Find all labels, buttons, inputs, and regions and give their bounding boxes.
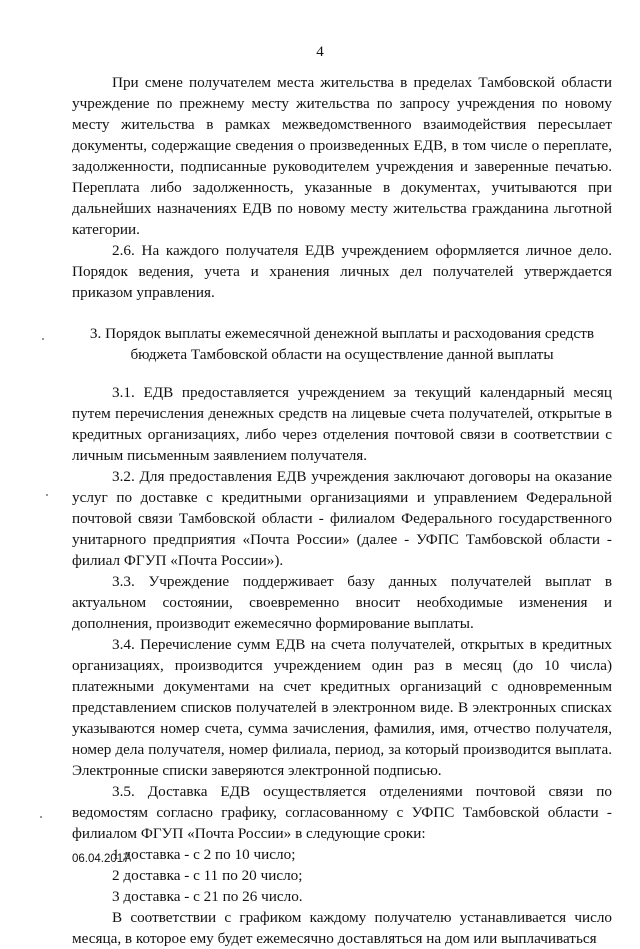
paragraph-3-2: 3.2. Для предоставления ЕДВ учреждения заключают договоры на оказание услуг по доставке с кредитными организациями и управлением Федеральной почтовой связи Тамбовской области - филиалом Федерального государственного унитарного предприятия «Почта России» (далее - УФПС Тамбовской области - филиал ФГУП «Почта России»). [72,468,612,569]
scan-speck [46,494,48,496]
scan-speck [42,338,44,340]
paragraph-change-residence: При смене получателем места жительства в пределах Тамбовской области учреждение по прежнему месту жительства по запросу учреждения по новому месту жительства в рамках межведомственного взаимодействия пересылает документы, содержащие сведения о произведенных ЕДВ, в том числе о переплате, задолженности, подписанные руководителем учреждения и заверенные печатью. Переплата либо задолженность, указанные в документах, учитываются при дальнейших назначениях ЕДВ по новому месту жительства гражданина льготной категории. [72,74,612,238]
paragraph-schedule: В соответствии с графиком каждому получателю устанавливается число месяца, в которое ему будет ежемесячно доставляться на дом или выплачиваться [72,909,612,947]
scan-speck [40,816,42,818]
paragraph-3-1: 3.1. ЕДВ предоставляется учреждением за текущий календарный месяц путем перечисления денежных средств на лицевые счета получателей, открытые в кредитных организациях, либо через отделения почтовой связи в соответствии с личным письменным заявлением получателя. [72,384,612,464]
delivery-item-2: 2 доставка - с 11 по 20 число; [112,867,303,884]
document-body [72,72,612,949]
footer-date: 06.04.2017 [72,853,130,865]
paragraph-3-3: 3.3. Учреждение поддерживает базу данных получателей выплат в актуальном состоянии, своевременно вносит необходимые изменения и дополнения, производит ежемесячно формирование выплаты. [72,573,612,632]
delivery-item-1: 1 доставка - с 2 по 10 число; [112,846,296,863]
paragraph-3-4: 3.4. Перечисление сумм ЕДВ на счета получателей, открытых в кредитных организациях, производится учреждением один раз в месяц (до 10 числа) платежными документами на счет кредитных организаций с одновременным представлением списков получателей в электронном виде. В электронных списках указываются номер счета, сумма зачисления, фамилия, имя, отчество получателя, номер дела получателя, номер филиала, период, за который производится выплата. Электронные списки заверяются электронной подписью. [72,636,612,779]
page-number: 4 [316,44,324,60]
section-3-heading: 3. Порядок выплаты ежемесячной денежной выплаты и расходования средств бюджета Тамбовской области на осуществление данной выплаты [89,325,595,363]
paragraph-2-6: 2.6. На каждого получателя ЕДВ учреждением оформляется личное дело. Порядок ведения, учета и хранения личных дел получателей утверждается приказом управления. [72,242,612,301]
delivery-item-3: 3 доставка - с 21 по 26 число. [112,888,303,905]
paragraph-3-5: 3.5. Доставка ЕДВ осуществляется отделениями почтовой связи по ведомостям согласно графику, согласованному с УФПС Тамбовской области - филиалом ФГУП «Почта России» в следующие сроки: [72,783,612,842]
